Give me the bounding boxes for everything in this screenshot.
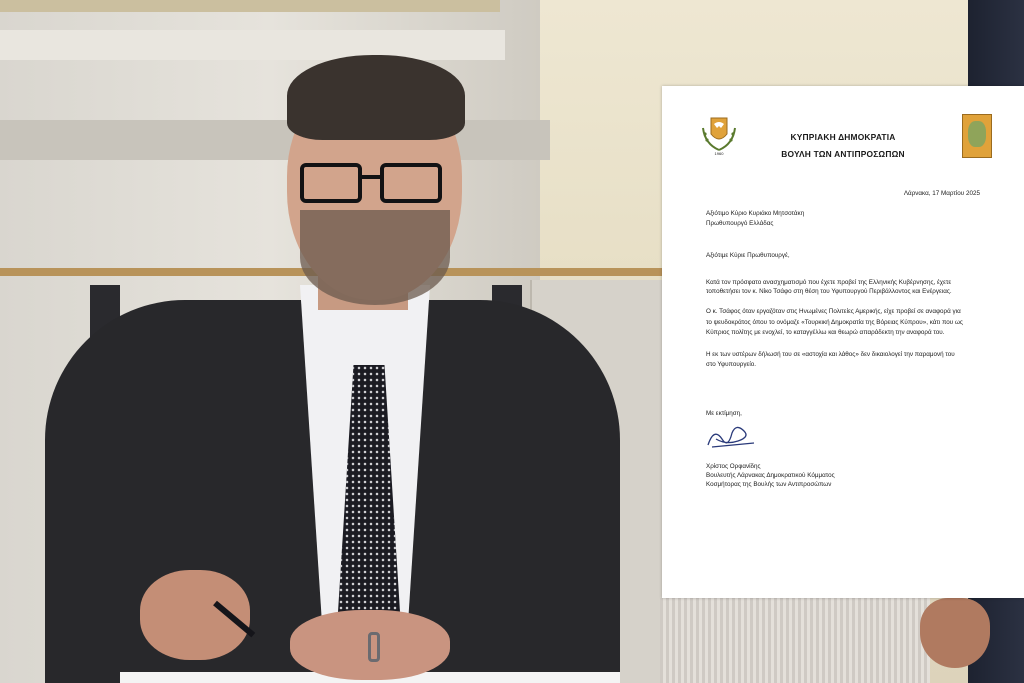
letterhead-subtitle: ΒΟΥΛΗ ΤΩΝ ΑΝΤΙΠΡΟΣΩΠΩΝ [781, 149, 905, 159]
column-ledge [0, 120, 550, 160]
paragraph-line: Ο κ. Τσάφος όταν εργαζόταν στις Ηνωμένες Πολιτείες Αμερικής, είχε προβεί σε αναφορά για [706, 308, 961, 315]
wedding-ring [368, 632, 380, 662]
paragraph-line: Κύπριος πολίτης με ενοχλεί, το καταγγέλλω και θεωρώ απαράδεκτη την αναφορά του. [706, 329, 945, 336]
glasses-bridge [360, 175, 382, 179]
recipient-name: Αξιότιμο Κύριο Κυριάκο Μητσοτάκη [706, 210, 805, 217]
man-hair [287, 55, 465, 140]
letterhead-title: ΚΥΠΡΙΑΚΗ ΔΗΜΟΚΡΑΤΙΑ [790, 132, 896, 142]
letter-document [662, 86, 1024, 598]
paragraph-line: το ψευδοκράτος όπου το ονόμαζε «Τουρκική Δημοκρατία της Βόρειας Κύπρου», κάτι που ως [706, 319, 963, 326]
glasses-lens [300, 163, 362, 203]
paragraph-line: στο Υφυπουργείο. [706, 361, 756, 368]
svg-text:1960: 1960 [714, 151, 724, 156]
column-ledge [0, 30, 505, 60]
closing: Με εκτίμηση, [706, 410, 742, 417]
letter-date: Λάρνακα, 17 Μαρτίου 2025 [903, 190, 980, 197]
glasses [300, 163, 450, 205]
man-beard [300, 210, 450, 305]
signer-name: Χρίστος Ορφανίδης [706, 463, 761, 470]
signature [706, 421, 756, 451]
recipient-title: Πρωθυπουργό Ελλάδας [706, 220, 774, 227]
paragraph-line: Η εκ των υστέρων δήλωσή του σε «αστοχία και λάθος» δεν δικαιολογεί την παραμονή του [706, 351, 955, 358]
glasses-lens [380, 163, 442, 203]
bystander-hand [920, 598, 990, 668]
salutation: Αξιότιμε Κύριε Πρωθυπουργέ, [706, 252, 790, 259]
signer-title: Κοσμήτορας της Βουλής των Αντιπροσώπων [706, 481, 832, 488]
paragraph-line: Κατά τον πρόσφατο ανασχηματισμό που έχετε προβεί της Ελληνικής Κυβέρνησης, έχετε [706, 279, 952, 286]
column-ledge [0, 0, 500, 12]
patterned-floor [660, 598, 930, 683]
signer-title: Βουλευτής Λάρνακας Δημοκρατικού Κόμματος [706, 472, 835, 479]
paragraph-line: τοποθετήσει τον κ. Νίκο Τσάφο στη θέση του Υφυπουργού Περιβάλλοντος και Ενέργειας. [706, 288, 952, 295]
